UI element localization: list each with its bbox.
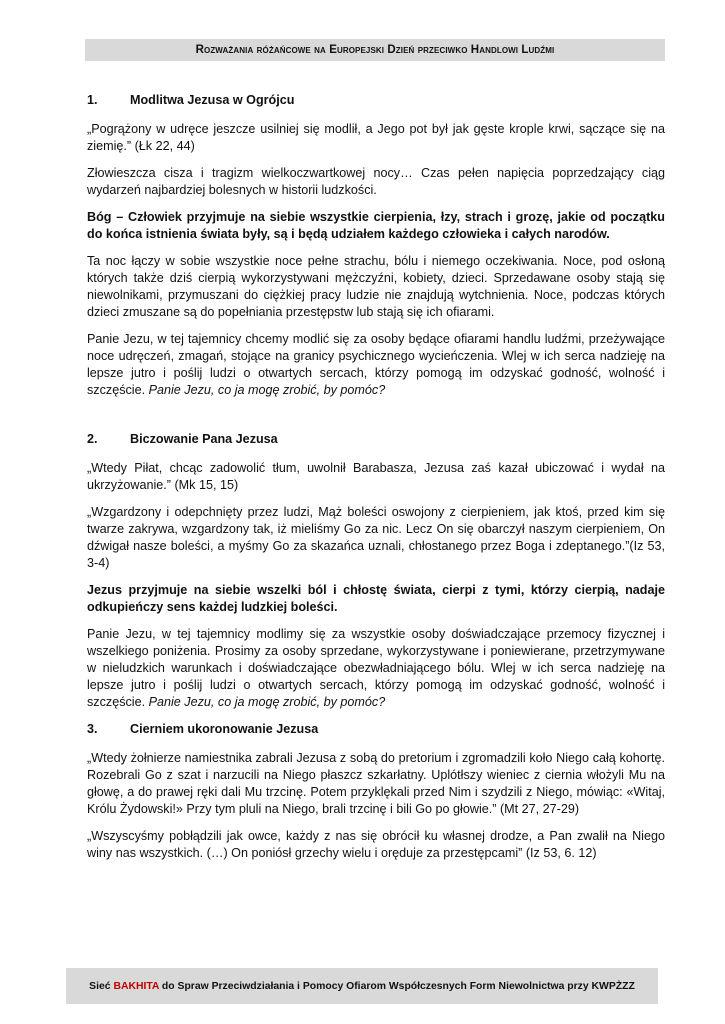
footer-brand: BAKHITA xyxy=(113,980,160,992)
section-title: Cierniem ukoronowanie Jezusa xyxy=(130,722,319,736)
prayer-question: Panie Jezu, co ja mogę zrobić, by pomóc? xyxy=(148,695,386,709)
section-title: Modlitwa Jezusa w Ogrójcu xyxy=(130,93,295,107)
paragraph: Ta noc łączy w sobie wszystkie noce pełne strachu, bólu i niemego oczekiwania. Noce, pod osłoną których także dziś cierpią wykorzystywani mężczyźni, kobiety, dzieci. Sprzedawane osoby stają się niewolnikami, przymuszani do ciężkiej pracy ludzie nie znajdują wytchnienia. Noce, podczas których dzieci zmuszane są do popełniania przestępstw lub stają się ich ofiarami. xyxy=(87,254,665,319)
prayer-question: Panie Jezu, co ja mogę zrobić, by pomóc? xyxy=(148,383,386,397)
section-number: 2. xyxy=(87,432,98,446)
emphasis-paragraph: Jezus przyjmuje na siebie wszelki ból i chłostę świata, cierpi z tymi, którzy cierpią, nadaje odkupieńczy sens każdej ludzkiej boleści. xyxy=(87,583,665,614)
paragraph: „Wszyscyśmy pobłądzili jak owce, każdy z nas się obrócił ku własnej drodze, a Pan zwalił na Niego winy nas wszystkich. (…) On poniósł grzechy wielu i oręduje za przestępcami” (Iz 53, 6. 12) xyxy=(87,829,665,860)
page-title: Rozważania różańcowe na Europejski Dzień przeciwko Handlowi Ludźmi xyxy=(195,44,555,56)
document-body xyxy=(87,92,665,872)
section-heading xyxy=(87,431,665,448)
prayer-text: Panie Jezu, w tej tajemnicy modlimy się za wszystkie osoby doświadczające przemocy fizycznej i wszelkiego poniżenia. Prosimy za osoby sprzedane, wykorzystywane i poniewierane, przetrzymywane w nieludzkich warunkach i doświadczające obezwładniającego bólu. Wlej w ich serca nadzieję na lepsze jutro i poślij ludzi o otwartych sercach, którzy pomogą im odzyskać godność, wolność i szczęście. xyxy=(87,627,665,709)
section-title: Biczowanie Pana Jezusa xyxy=(130,432,278,446)
section-heading xyxy=(87,92,665,109)
footer-suffix: do Spraw Przeciwdziałania i Pomocy Ofiarom Współczesnych Form Niewolnictwa przy KWPŻZZ xyxy=(159,980,635,992)
paragraph: Złowieszcza cisza i tragizm wielkoczwartkowej nocy… Czas pełen napięcia poprzedzający ciąg wydarzeń najbardziej bolesnych w historii ludzkości. xyxy=(87,166,665,197)
paragraph: „Wtedy Piłat, chcąc zadowolić tłum, uwolnił Barabasza, Jezusa zaś kazał ubiczować i wydał na ukrzyżowanie.” (Mk 15, 15) xyxy=(87,461,665,492)
header-band xyxy=(85,39,665,61)
section-number: 3. xyxy=(87,722,98,736)
emphasis-paragraph: Bóg – Człowiek przyjmuje na siebie wszystkie cierpienia, łzy, strach i grozę, jakie od początku do końca istnienia świata były, są i będą udziałem każdego człowieka i całych narodów. xyxy=(87,210,665,241)
paragraph: „Wzgardzony i odepchnięty przez ludzi, Mąż boleści oswojony z cierpieniem, jak ktoś, przed kim się twarze zakrywa, wzgardzony tak, iż mieliśmy Go za nic. Lecz On się obarczył naszym cierpieniem, On dźwigał nasze boleści, a myśmy Go za skazańca uznali, chłostanego przez Boga i zdeptanego.”(Iz 53, 3-4) xyxy=(87,505,665,570)
footer-text xyxy=(89,981,635,992)
prayer-paragraph xyxy=(87,626,665,711)
section-heading xyxy=(87,721,665,738)
section-number: 1. xyxy=(87,93,98,107)
footer-prefix: Sieć xyxy=(89,980,114,992)
prayer-text: Panie Jezu, w tej tajemnicy chcemy modlić się za osoby będące ofiarami handlu ludźmi, przeżywające noce udręczeń, zmagań, stojące na granicy psychicznego wycieńczenia. Wlej w ich serca nadzieję na lepsze jutro i poślij ludzi o otwartych sercach, którzy pomogą im odzyskać godność, wolność i szczęście. xyxy=(87,332,665,397)
paragraph: „Wtedy żołnierze namiestnika zabrali Jezusa z sobą do pretorium i zgromadzili koło Niego całą kohortę. Rozebrali Go z szat i narzucili na Niego płaszcz szkarłatny. Uplótłszy wieniec z ciernia włożyli Mu na głowę, a do prawej ręki dali Mu trzcinę. Potem przyklękali przed Nim i szydzili z Niego, mówiąc: «Witaj, Królu Żydowski!» Przy tym pluli na Niego, brali trzcinę i bili Go po głowie.” (Mt 27, 27-29) xyxy=(87,751,665,816)
footer-band xyxy=(66,968,658,1004)
paragraph: „Pogrążony w udręce jeszcze usilniej się modlił, a Jego pot był jak gęste krople krwi, sączące się na ziemię.” (Łk 22, 44) xyxy=(87,122,665,153)
prayer-paragraph xyxy=(87,331,665,399)
